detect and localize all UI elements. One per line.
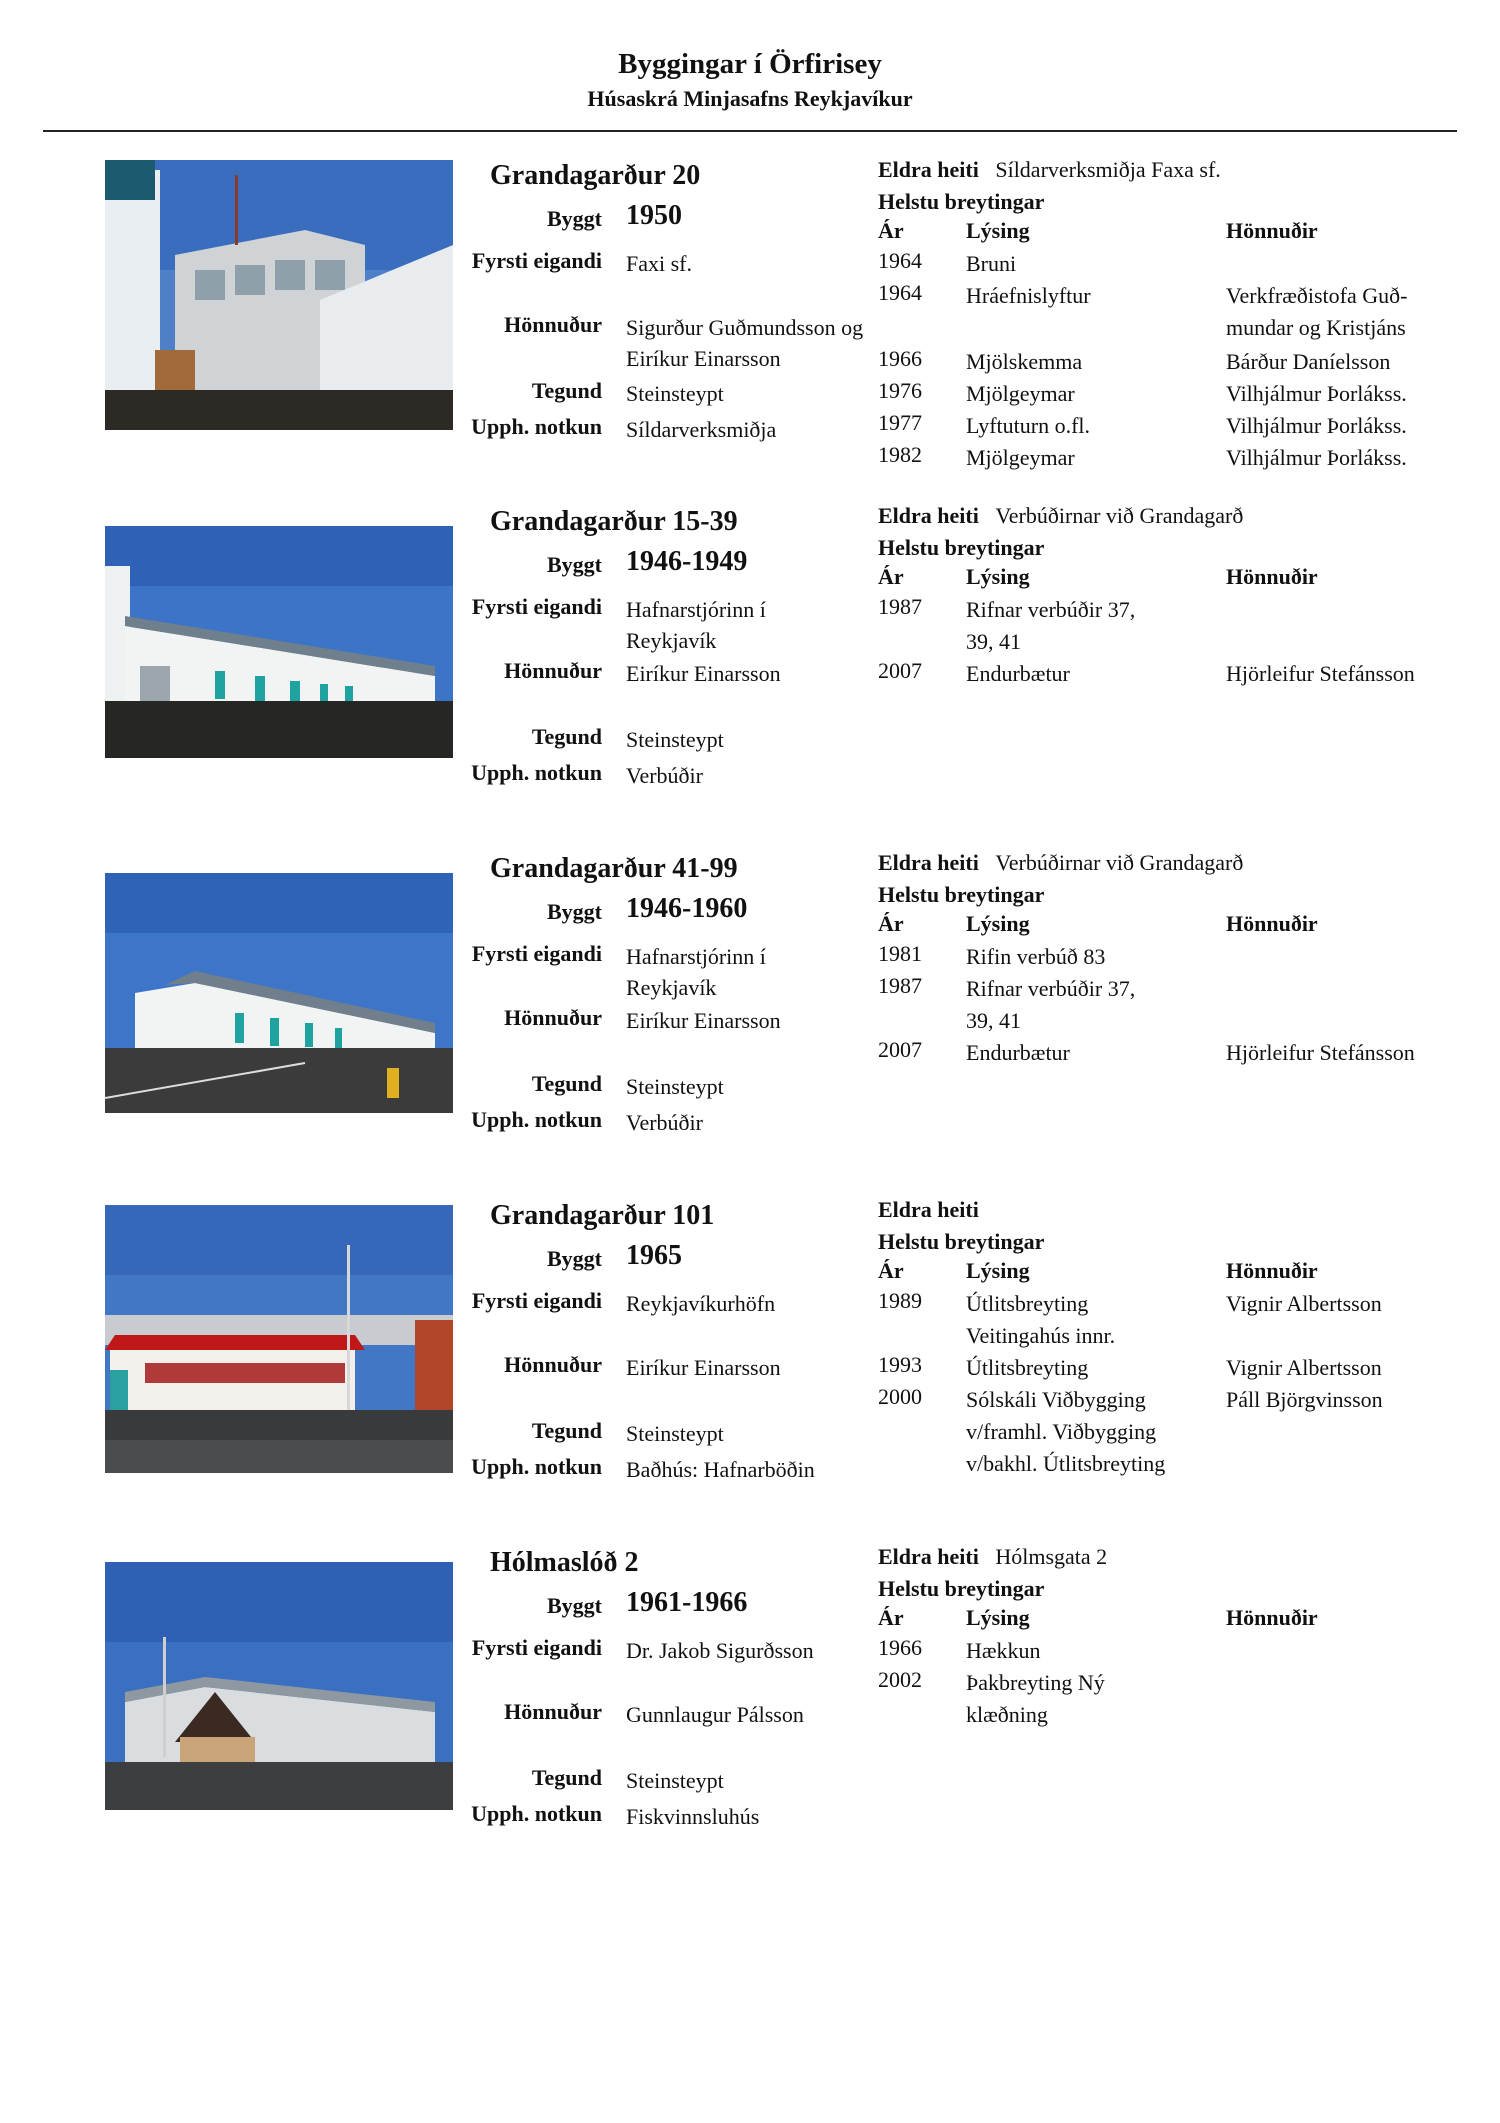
col-desc: Lýsing xyxy=(966,1258,1030,1283)
col-designers: Hönnuðir xyxy=(1226,564,1318,589)
built-value: 1965 xyxy=(626,1240,682,1271)
former-name-label: Eldra heiti xyxy=(878,1544,979,1569)
built-label: Byggt xyxy=(547,552,602,577)
designer-value: Gunnlaugur Pálsson xyxy=(626,1702,804,1727)
former-name-value: Verbúðirnar við Grandagarð xyxy=(995,503,1244,528)
building-name: Grandagarður 20 xyxy=(490,160,701,191)
designer-value: Eiríkur Einarsson xyxy=(626,1008,781,1033)
original-use-value: Verbúðir xyxy=(626,1110,703,1135)
designer-label: Hönnuður xyxy=(504,1699,602,1724)
original-use-label: Upph. notkun xyxy=(471,1801,602,1826)
former-name-value: Hólmsgata 2 xyxy=(995,1544,1108,1569)
building-entry: Grandagarður 101 Byggt 1965 Fyrsti eigandi Reykjavíkurhöfn Hönnuður Eiríkur Einarsson Tegund Steinsteypt Upph. notkun Baðhús: Hafnarböðin Eldra heiti Helstu breytingar Ár Lýsing Hönnuðir 1989 Útlitsbreyting Veitingahús innr. Vignir Albertsson 1993 Útlitsbreyting Vignir Albertsson 2000 Sólskáli Viðbygging v/framhl. Viðbygging v/bakhl. Útlitsbreyting Páll Björgvinsson xyxy=(0,1200,1500,1540)
built-label: Byggt xyxy=(547,1246,602,1271)
building-photo xyxy=(105,873,453,1113)
built-value: 1961-1966 xyxy=(626,1587,748,1618)
former-name-value: Verbúðirnar við Grandagarð xyxy=(995,850,1244,875)
first-owner-label: Fyrsti eigandi xyxy=(471,1635,602,1660)
original-use-label: Upph. notkun xyxy=(471,760,602,785)
type-label: Tegund xyxy=(531,1071,602,1096)
original-use-value: Baðhús: Hafnarböðin xyxy=(626,1457,815,1482)
building-entry: Grandagarður 41-99 Byggt 1946-1960 Fyrsti eigandi Hafnarstjórinn í Reykjavík Hönnuður Eiríkur Einarsson Tegund Steinsteypt Upph. notkun Verbúðir Eldra heiti Verbúðirnar við Grandagarð Helstu breytingar Ár Lýsing Hönnuðir 1981 Rifin verbúð 83 1987 Rifnar verbúðir 37, 39, 41 2007 Endurbætur Hjörleifur Stefánsson xyxy=(0,853,1500,1193)
original-use-value: Verbúðir xyxy=(626,763,703,788)
first-owner-value: Faxi sf. xyxy=(626,251,692,276)
factory-photo xyxy=(105,160,453,430)
col-desc: Lýsing xyxy=(966,218,1030,243)
built-value: 1950 xyxy=(626,200,682,231)
building-photo xyxy=(105,160,453,430)
main-changes-heading: Helstu breytingar xyxy=(878,1576,1045,1601)
former-name-value: Síldarverksmiðja Faxa sf. xyxy=(995,157,1221,182)
building-entry: Grandagarður 20 Byggt 1950 Fyrsti eigandi Faxi sf. Hönnuður Sigurður Guðmundsson og Eiríkur Einarsson Tegund Steinsteypt Upph. notkun Síldarverksmiðja Eldra heiti Síldarverksmiðja Faxa sf. Helstu breytingar Ár Lýsing Hönnuðir 1964 Bruni 1964 Hráefnislyftur Verkfræðistofa Guð-mundar og Kristjáns 1966 Mjölskemma Bárður Daníelsson 1976 Mjölgeymar Vilhjálmur Þorlákss. 1977 Lyftuturn o.fl. Vilhjálmur Þorlákss. 1982 Mjölgeymar Vilhjálmur Þorlákss. xyxy=(0,160,1500,500)
first-owner-label: Fyrsti eigandi xyxy=(471,941,602,966)
first-owner-label: Fyrsti eigandi xyxy=(471,248,602,273)
designer-value: Eiríkur Einarsson xyxy=(626,1355,781,1380)
warehouse-photo xyxy=(105,526,453,758)
former-name-label: Eldra heiti xyxy=(878,157,979,182)
type-value: Steinsteypt xyxy=(626,1768,724,1793)
original-use-label: Upph. notkun xyxy=(471,414,602,439)
type-label: Tegund xyxy=(531,724,602,749)
original-use-value: Síldarverksmiðja xyxy=(626,417,777,442)
type-value: Steinsteypt xyxy=(626,1421,724,1446)
designer-value: Eiríkur Einarsson xyxy=(626,661,781,686)
building-entry: Hólmaslóð 2 Byggt 1961-1966 Fyrsti eigandi Dr. Jakob Sigurðsson Hönnuður Gunnlaugur Pálsson Tegund Steinsteypt Upph. notkun Fiskvinnsluhús Eldra heiti Hólmsgata 2 Helstu breytingar Ár Lýsing Hönnuðir 1966 Hækkun 2002 Þakbreyting Ný klæðning xyxy=(0,1547,1500,1887)
original-use-label: Upph. notkun xyxy=(471,1454,602,1479)
main-changes-heading: Helstu breytingar xyxy=(878,882,1045,907)
type-label: Tegund xyxy=(531,1765,602,1790)
building-entry: Grandagarður 15-39 Byggt 1946-1949 Fyrsti eigandi Hafnarstjórinn í Reykjavík Hönnuður Eiríkur Einarsson Tegund Steinsteypt Upph. notkun Verbúðir Eldra heiti Verbúðirnar við Grandagarð Helstu breytingar Ár Lýsing Hönnuðir 1987 Rifnar verbúðir 37, 39, 41 2007 Endurbætur Hjörleifur Stefánsson xyxy=(0,506,1500,846)
built-label: Byggt xyxy=(547,1593,602,1618)
built-label: Byggt xyxy=(547,206,602,231)
building-name: Hólmaslóð 2 xyxy=(490,1547,639,1578)
building-photo xyxy=(105,1562,453,1810)
first-owner-value: Reykjavíkurhöfn xyxy=(626,1291,776,1316)
col-desc: Lýsing xyxy=(966,911,1030,936)
designer-label: Hönnuður xyxy=(504,658,602,683)
col-year: Ár xyxy=(878,1605,904,1630)
header-divider xyxy=(43,130,1457,132)
first-owner-label: Fyrsti eigandi xyxy=(471,594,602,619)
designer-label: Hönnuður xyxy=(504,1005,602,1030)
restaurant-photo xyxy=(105,1205,453,1473)
building-name: Grandagarður 15-39 xyxy=(490,506,738,537)
type-value: Steinsteypt xyxy=(626,381,724,406)
main-changes-heading: Helstu breytingar xyxy=(878,189,1045,214)
type-value: Steinsteypt xyxy=(626,727,724,752)
original-use-label: Upph. notkun xyxy=(471,1107,602,1132)
built-value: 1946-1949 xyxy=(626,546,748,577)
designer-label: Hönnuður xyxy=(504,312,602,337)
main-changes-heading: Helstu breytingar xyxy=(878,1229,1045,1254)
built-label: Byggt xyxy=(547,899,602,924)
warehouse-road-photo xyxy=(105,873,453,1113)
first-owner-value: Hafnarstjórinn í Reykjavík xyxy=(626,597,766,653)
former-name-label: Eldra heiti xyxy=(878,850,979,875)
type-value: Steinsteypt xyxy=(626,1074,724,1099)
building-name: Grandagarður 41-99 xyxy=(490,853,738,884)
col-designers: Hönnuðir xyxy=(1226,911,1318,936)
building-name: Grandagarður 101 xyxy=(490,1200,715,1231)
col-designers: Hönnuðir xyxy=(1226,1258,1318,1283)
building-photo xyxy=(105,526,453,758)
col-year: Ár xyxy=(878,911,904,936)
main-changes-heading: Helstu breytingar xyxy=(878,535,1045,560)
col-designers: Hönnuðir xyxy=(1226,1605,1318,1630)
first-owner-label: Fyrsti eigandi xyxy=(471,1288,602,1313)
col-year: Ár xyxy=(878,218,904,243)
type-label: Tegund xyxy=(531,378,602,403)
original-use-value: Fiskvinnsluhús xyxy=(626,1804,760,1829)
type-label: Tegund xyxy=(531,1418,602,1443)
col-desc: Lýsing xyxy=(966,1605,1030,1630)
fish-plant-photo xyxy=(105,1562,453,1810)
building-photo xyxy=(105,1205,453,1473)
former-name-label: Eldra heiti xyxy=(878,1197,979,1222)
col-designers: Hönnuðir xyxy=(1226,218,1318,243)
built-value: 1946-1960 xyxy=(626,893,748,924)
designer-value: Sigurður Guðmundsson og Eiríkur Einarsson xyxy=(626,315,864,371)
page-title: Byggingar í Örfirisey xyxy=(618,48,882,80)
designer-label: Hönnuður xyxy=(504,1352,602,1377)
col-year: Ár xyxy=(878,564,904,589)
first-owner-value: Dr. Jakob Sigurðsson xyxy=(626,1638,814,1663)
col-desc: Lýsing xyxy=(966,564,1030,589)
former-name-label: Eldra heiti xyxy=(878,503,979,528)
first-owner-value: Hafnarstjórinn í Reykjavík xyxy=(626,944,766,1000)
document-header xyxy=(0,44,1500,114)
page-subtitle: Húsaskrá Minjasafns Reykjavíkur xyxy=(587,86,913,111)
col-year: Ár xyxy=(878,1258,904,1283)
